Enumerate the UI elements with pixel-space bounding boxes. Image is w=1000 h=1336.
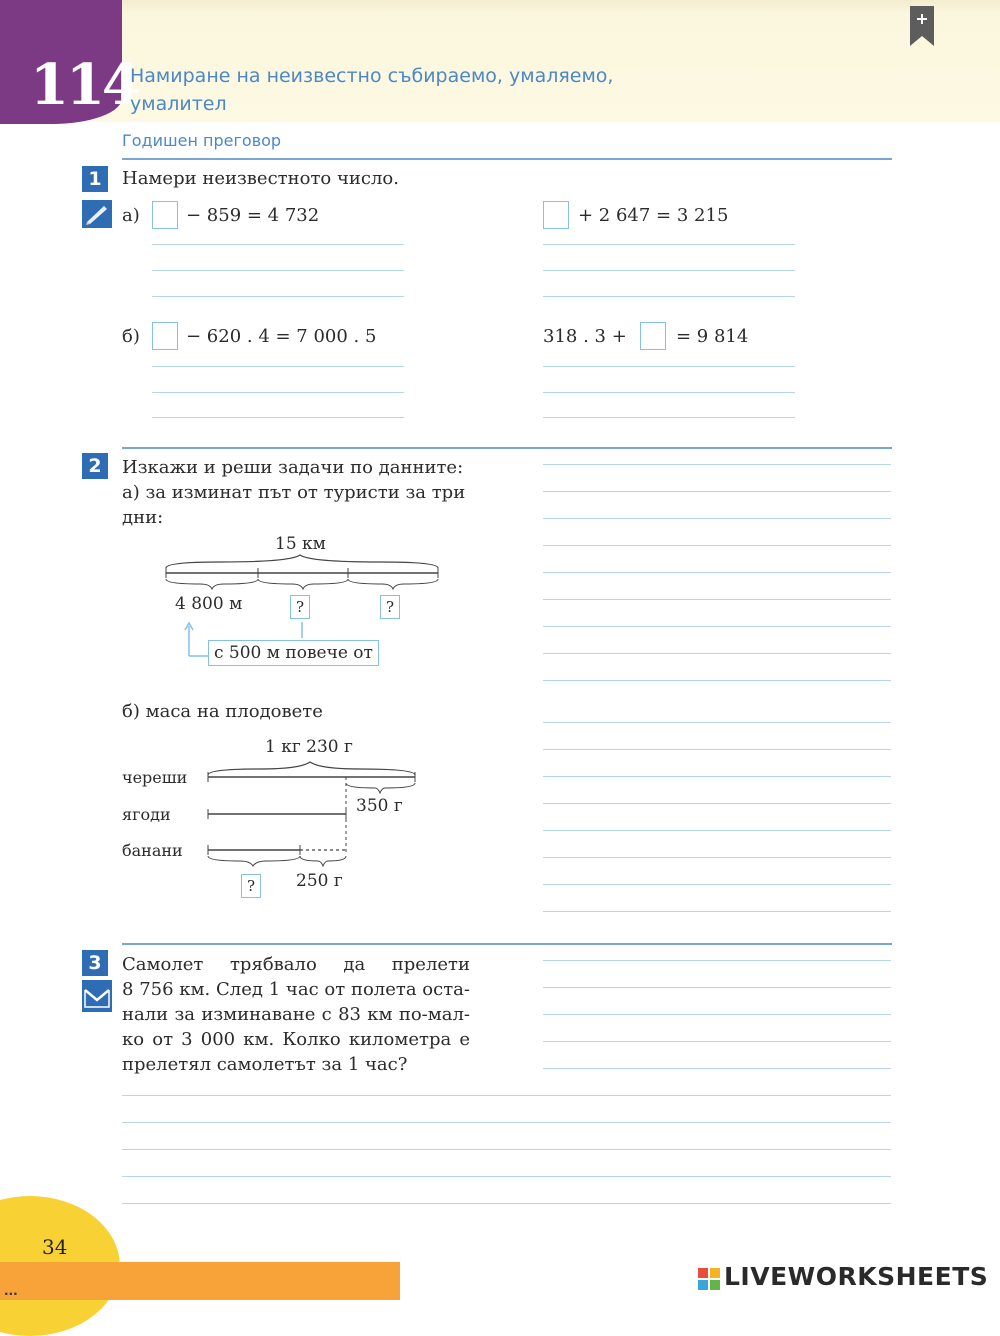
task2-b-line: б) маса на плодовете <box>122 701 323 722</box>
diagram-a-unknown-box[interactable]: ? <box>290 595 310 619</box>
writing-line[interactable] <box>543 366 795 367</box>
diagram-b-row-strawberries: ягоди <box>122 805 171 824</box>
lesson-title: Намиране на неизвестно събираемо, умаляемо, умалител <box>130 65 614 115</box>
footer-bar <box>0 1262 400 1300</box>
writing-line[interactable] <box>543 1014 891 1015</box>
task1-b-left-equation: − 620 . 4 = 7 000 . 5 <box>186 326 377 347</box>
diagram-a-comparison-note: с 500 м повече от <box>208 640 379 666</box>
diagram-b-total-label: 1 кг 230 г <box>265 737 353 757</box>
writing-line[interactable] <box>152 392 404 393</box>
writing-line[interactable] <box>543 884 891 885</box>
writing-line[interactable] <box>543 518 891 519</box>
writing-line[interactable] <box>122 1149 891 1150</box>
writing-line[interactable] <box>543 572 891 573</box>
writing-line[interactable] <box>543 599 891 600</box>
answer-box[interactable] <box>152 201 178 229</box>
task-number-badge: 2 <box>82 453 108 479</box>
section-divider <box>122 447 892 449</box>
writing-line[interactable] <box>543 464 891 465</box>
diagram-b-unknown-box[interactable]: ? <box>241 874 261 898</box>
writing-line[interactable] <box>543 830 891 831</box>
distance-segment-diagram <box>160 552 445 592</box>
writing-line[interactable] <box>122 1122 891 1123</box>
task-number-badge: 1 <box>82 166 108 192</box>
writing-line[interactable] <box>543 911 891 912</box>
pencil-icon <box>82 200 112 228</box>
writing-line[interactable] <box>543 653 891 654</box>
diagram-a-total-label: 15 км <box>275 534 326 554</box>
task1-instruction: Намери неизвестното число. <box>122 168 399 189</box>
writing-line[interactable] <box>543 776 891 777</box>
task2-a-line1: а) за изминат път от туристи за три <box>122 482 466 503</box>
writing-line[interactable] <box>543 392 795 393</box>
writing-line[interactable] <box>543 960 891 961</box>
writing-line[interactable] <box>152 244 404 245</box>
diagram-a-unknown-box[interactable]: ? <box>380 595 400 619</box>
writing-line[interactable] <box>543 270 795 271</box>
task3-line3: нали за изминаване с 83 км по-мал- <box>122 1004 470 1025</box>
task3-line5: прелетял самолетът за 1 час? <box>122 1054 408 1075</box>
writing-line[interactable] <box>122 1176 891 1177</box>
answer-box[interactable] <box>640 322 666 350</box>
diagram-b-row-bananas: банани <box>122 841 183 860</box>
diagram-a-day1-label: 4 800 м <box>175 594 243 614</box>
writing-line[interactable] <box>543 545 891 546</box>
writing-line[interactable] <box>543 417 795 418</box>
task1-b-right-start: 318 . 3 + <box>543 326 627 347</box>
task2-instruction: Изкажи и реши задачи по данните: <box>122 457 464 478</box>
task3-line1: Самолет трябвало да прелети <box>122 954 470 975</box>
writing-line[interactable] <box>543 680 891 681</box>
lesson-number: 114 <box>30 52 138 118</box>
diagram-b-row-cherries: череши <box>122 768 188 787</box>
writing-line[interactable] <box>543 722 891 723</box>
section-subtitle: Годишен преговор <box>122 131 282 150</box>
writing-line[interactable] <box>543 296 795 297</box>
task1-a-right-equation: + 2 647 = 3 215 <box>578 205 729 226</box>
section-divider <box>122 943 892 945</box>
writing-line[interactable] <box>122 1095 891 1096</box>
answer-box[interactable] <box>152 322 178 350</box>
task1-b-right-end: = 9 814 <box>676 326 749 347</box>
task1-a-label: а) <box>122 205 140 226</box>
envelope-icon <box>82 980 112 1012</box>
writing-line[interactable] <box>152 270 404 271</box>
writing-line[interactable] <box>543 803 891 804</box>
task-number-badge: 3 <box>82 950 108 976</box>
diagram-b-diff-bananas: 250 г <box>296 871 343 891</box>
bookmark-icon[interactable] <box>910 6 934 46</box>
writing-line[interactable] <box>543 491 891 492</box>
diagram-b-diff-cherries: 350 г <box>356 796 403 816</box>
task2-a-line2: дни: <box>122 507 164 528</box>
writing-line[interactable] <box>122 1203 891 1204</box>
writing-line[interactable] <box>543 987 891 988</box>
task1-b-label: б) <box>122 326 140 347</box>
writing-line[interactable] <box>543 857 891 858</box>
writing-line[interactable] <box>152 417 404 418</box>
task3-line4: ко от 3 000 км. Колко километра е <box>122 1029 470 1050</box>
writing-line[interactable] <box>152 366 404 367</box>
writing-line[interactable] <box>152 296 404 297</box>
footer-dots: ... <box>4 1284 18 1298</box>
section-divider <box>122 158 892 160</box>
writing-line[interactable] <box>543 244 795 245</box>
liveworksheets-brand[interactable]: LIVEWORKSHEETS <box>724 1262 989 1291</box>
task1-a-left-equation: − 859 = 4 732 <box>186 205 320 226</box>
task3-line2: 8 756 км. След 1 час от полета оста- <box>122 979 470 1000</box>
writing-line[interactable] <box>543 1068 891 1069</box>
writing-line[interactable] <box>543 749 891 750</box>
writing-line[interactable] <box>543 626 891 627</box>
answer-box[interactable] <box>543 201 569 229</box>
liveworksheets-logo-icon <box>698 1268 720 1290</box>
writing-line[interactable] <box>543 1041 891 1042</box>
page-number: 34 <box>42 1235 68 1259</box>
